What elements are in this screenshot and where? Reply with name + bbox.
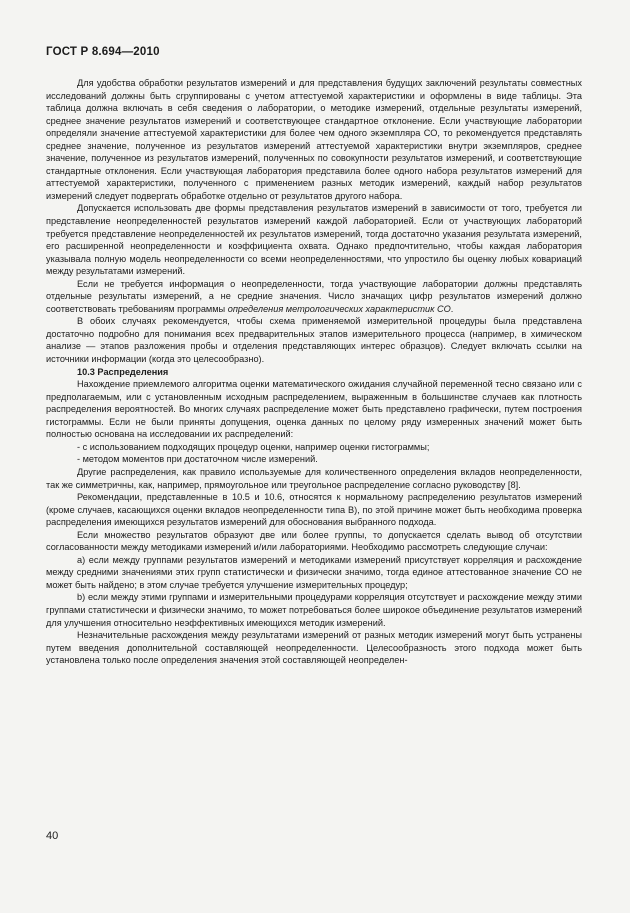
paragraph-results-grouping: Для удобства обработки результатов измерений и для представления будущих заключений результаты совместных исследований должны быть сгруппированы с учетом аттестуемой характеристики и оформлены в виде таблицы. Эта таблица должна включать в себя сведения о лаборатории, о методике измерений, отдельные результаты измерений, среднее значение результатов измерений и соответствующее стандартное отклонение. Если участвующие лаборатории определяли значение аттестуемой характеристики для более чем одного экземпляра СО, то рекомендуется представлять среднее значение, полученное из результатов измерений аттестуемой характеристики внутри экземпляров, среднее значение, полученное из результатов измерений, полученных по совокупности результатов измерений, и соответствующие стандартные отклонения. Если участвующая лаборатория представила более одного набора результатов измерений для аттестуемой характеристики, полученного с применением разных методик измерений, каждый набор результатов измерений следует подвергать обработке отдельно от результатов другого набора.	[46, 78, 582, 201]
paragraph-procedure-scheme: В обоих случаях рекомендуется, чтобы схема применяемой измерительной процедуры была представлена достаточно подробно для понимания всех предварительных этапов измерительного процесса (например, в химическом анализе — этапов разложения пробы и отделения представляющих интерес образцов). Следует включать ссылки на источники информации (когда это целесообразно).	[46, 316, 582, 365]
paragraph-presentation-forms: Допускается использовать две формы представления результатов измерений в зависимости от того, требуется ли представление неопределенностей результатов измерений каждой лабораторией. Если от участвующих лабораторий требуется представление неопределенностей их результатов измерений, тогда достаточно указания результата измерений, его расширенной неопределенности и коэффициента охвата. Однако предпочтительно, чтобы каждая лаборатория указывала полную модель неопределенности со всеми неопределенностями, что упростило бы оценку любых ковариаций между результатами измерений.	[46, 203, 582, 277]
document-body	[46, 77, 582, 667]
paragraph-text-end: .	[450, 303, 454, 314]
paragraph-recommendations: Рекомендации, представленные в 10.5 и 10.6, относятся к нормальному распределению результатов измерений (кроме случаев, касающихся оценки вкладов неопределенности типа В), по этой причине может быть необходима проверка распределения имеющихся результатов измерений для обоснования выбранного подхода.	[46, 492, 582, 528]
paragraph-text: Если не требуется информация о неопределенности, тогда участвующие лаборатории должны представлять отдельные результаты измерений, а не средние значения. Число значащих цифр результатов измерений должно соответствовать требованиям программы	[46, 278, 582, 314]
paragraph-distribution-algorithm: Нахождение приемлемого алгоритма оценки математического ожидания случайной переменной тесно связано или с предполагаемым, или с установленным исходным распределением, выраженным в большинстве случаев как плотность распределения вероятностей. Во многих случаях распределение может быть представлено графически, путем построения гистограммы. Если не были приняты допущения, оценка данных по целому ряду измеренных значений может быть полностью основана на исследовании их распределений:	[46, 379, 582, 440]
paragraph-groups: Если множество результатов образуют две или более группы, то допускается сделать вывод об отсутствии согласованности между методиками измерений и/или лабораториями. Необходимо рассмотреть следующие случаи:	[46, 529, 582, 553]
section-title: 10.3 Распределения	[77, 366, 169, 377]
case-b: b) если между этими группами и измерительными процедурами корреляция отсутствует и расхождение между этими группами статистически и физически значимо, то может потребоваться более широкое объединение результатов измерений для улучшения относительно неэффективных имеющихся методик измерений.	[46, 592, 582, 628]
paragraph-no-uncertainty	[46, 278, 582, 316]
program-reference: определения метрологических характеристик СО	[227, 303, 451, 314]
list-item: - методом моментов при достаточном числе измерений.	[77, 454, 318, 465]
list-item: - с использованием подходящих процедур оценки, например оценки гистограммы;	[77, 441, 430, 452]
page-number: 40	[46, 830, 59, 842]
case-a: а) если между группами результатов измерений и методиками измерений присутствует корреляция и расхождение между средними значениями этих групп статистически и физически значимо, тогда единое аттестованное значение СО не может быть найдено; в этом случае требуется улучшение измерительных процедур;	[46, 554, 582, 590]
paragraph-minor-discrepancies: Незначительные расхождения между результатами измерений от разных методик измерений могут быть устранены путем введения дополнительной составляющей неопределенности. Целесообразность этого подхода может быть установлена только после определения значения этой составляющей неопределен-	[46, 630, 582, 666]
paragraph-other-distributions: Другие распределения, как правило используемые для количественного определения вкладов неопределенности, так же симметричны, как, например, прямоугольное или треугольное распределение согласно руководству [8].	[46, 466, 582, 490]
standard-header: ГОСТ Р 8.694—2010	[46, 46, 160, 58]
